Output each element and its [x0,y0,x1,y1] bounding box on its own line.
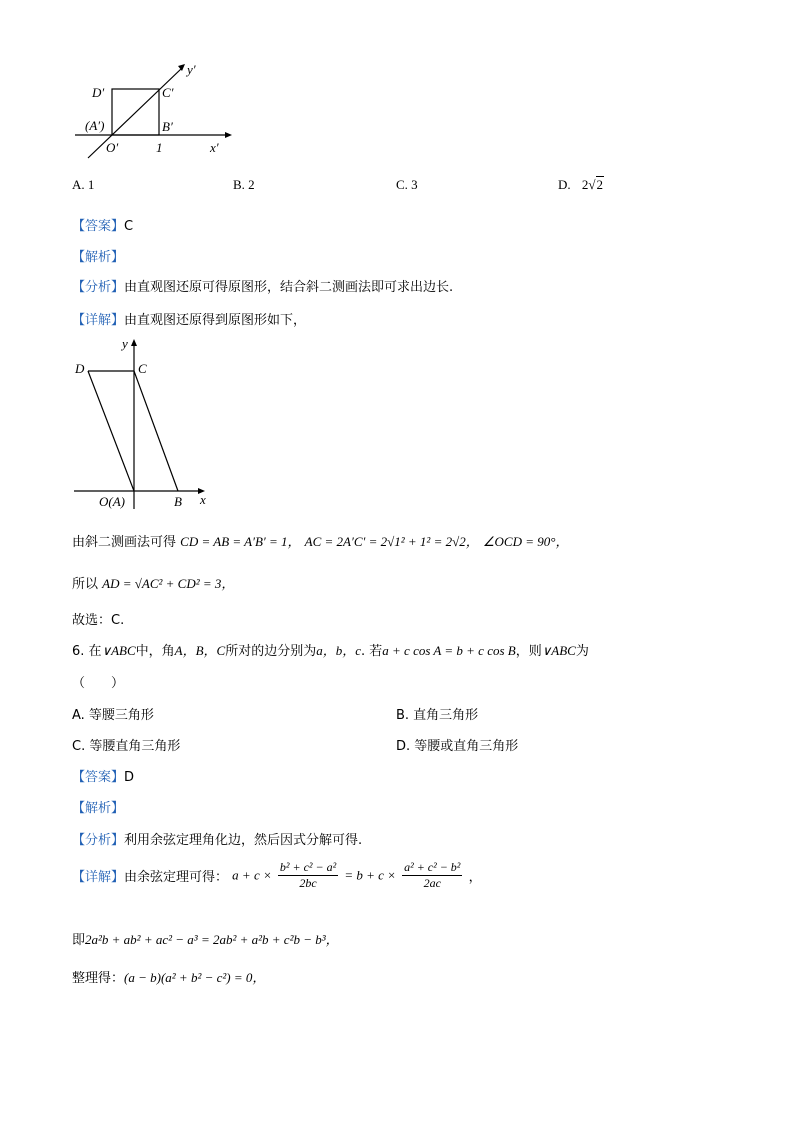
choice-c: C. 3 [396,177,418,192]
q6-fraction-1-numerator: b² + c² − a² [279,860,337,874]
q5-fenxi-tag: 【分析】 [72,280,125,295]
q6-answer-tag: 【答案】 [72,770,125,785]
q6-line-ji-prefix: 即 [72,933,86,948]
q5-conclusion: 故选：C. [72,613,125,628]
q6-fenxi: 利用余弦定理角化边，然后因式分解可得. [124,833,363,848]
original-figure [70,334,220,512]
q5-line1-eq2: AC = 2A′C′ = 2√1² + 1² = 2√2， [304,534,479,549]
q6-stem-4: . 若 [361,644,383,659]
q6-option-c: C. 等腰直角三角形 [72,739,181,754]
q6-xiangjie-line [72,860,482,891]
q6-fraction-2-numerator: a² + c² − b² [404,860,461,874]
choice-d-root: 2 [596,177,604,192]
q5-line1-eq3: ∠OCD = 90°， [482,534,569,549]
label-o-a: O(A) [99,494,125,509]
q6-stem-3: 所对的边分别为 [225,644,317,659]
q6-analysis-tag: 【解析】 [72,801,125,816]
q6-xiangjie-tag: 【详解】 [72,870,125,885]
q5-line1-eq1: CD = AB = A′B′ = 1， [180,534,301,549]
q6-eq-end: ， [468,870,482,885]
q6-eq-mid: = b + c × [344,867,396,883]
q6-blank: （ ） [72,676,125,691]
q6-eq-lhs: a + c × [232,867,272,883]
label-x-prime: x′ [210,140,219,155]
q6-answer-line [72,766,134,785]
choice-d-value: 2 [581,177,589,192]
q6-answer: D [124,770,135,785]
label-d: D [75,361,85,376]
q6-angles: A，B，C [174,643,226,658]
q5-answer-line [72,215,133,234]
q6-stem-1: 在 [88,644,102,659]
q6-stem [72,640,589,659]
q6-stem-2: 中，角 [135,644,175,659]
label-a-prime: (A′) [85,118,105,133]
label-c: C [138,361,147,376]
q5-fenxi: 由直观图还原可得原图形，结合斜二测画法即可求出边长. [124,280,454,295]
q6-stem-5: ，则 [515,644,542,659]
choice-a: A. 1 [72,177,95,192]
q6-fraction-2-denominator: 2ac [423,876,441,890]
q6-option-b: B. 直角三角形 [396,708,479,723]
q5-line1-prefix: 由斜二测画法可得 [72,535,177,550]
q6-line-zl-eq: (a − b)(a² + b² − c²) = 0， [124,970,266,985]
q6-option-a: A. 等腰三角形 [72,708,154,723]
q6-triangle-1: ∨ABC [101,643,136,658]
x-prime-arrow [225,132,232,138]
q5-xiangjie-tag: 【详解】 [72,313,125,328]
q5-line1 [72,531,568,550]
q6-line-zl-prefix: 整理得： [72,971,125,986]
q6-option-d: D. 等腰或直角三角形 [396,739,519,754]
q6-triangle-2: ∨ABC [541,643,576,658]
label-one: 1 [156,140,163,155]
q6-xiangjie: 由余弦定理可得： [124,870,229,885]
q6-number: 6. [72,644,85,659]
q6-fenxi-tag: 【分析】 [72,833,125,848]
segment-da [88,371,134,491]
choice-d-prefix: D. [558,177,571,192]
q5-fenxi-line [72,276,453,295]
q6-fraction-2 [402,860,462,891]
oblique-drawing-figure [70,60,240,160]
label-y-prime: y′ [187,62,196,77]
q6-fraction-1-denominator: 2bc [299,876,317,890]
q5-line2-eq: AD = √AC² + CD² = 3， [102,576,235,591]
label-x: x [200,492,206,507]
q5-answer-tag: 【答案】 [72,219,125,234]
y-arrow [131,339,137,346]
q6-stem-6: 为 [575,644,589,659]
q5-answer: C [124,219,134,234]
q6-sides: a，b，c [316,643,362,658]
q6-condition: a + c cos A = b + c cos B [382,643,516,658]
label-y: y [122,336,128,351]
choice-b: B. 2 [233,177,255,192]
label-b: B [174,494,182,509]
segment-cb [134,371,178,491]
label-o-prime: O′ [106,140,119,155]
label-d-prime: D′ [92,85,105,100]
choice-d: D. 2√2 [558,177,604,192]
q5-xiangjie-line [72,309,306,328]
q5-line2 [72,573,234,592]
q6-line-ji [72,929,339,948]
q5-analysis-tag: 【解析】 [72,250,125,265]
q5-xiangjie: 由直观图还原得到原图形如下， [124,313,307,328]
label-b-prime: B′ [162,119,173,134]
q6-fraction-1 [278,860,338,891]
label-c-prime: C′ [162,85,174,100]
q6-line-ji-eq: 2a²b + ab² + ac² − a³ = 2ab² + a²b + c²b − b³， [85,932,339,947]
q6-fenxi-line [72,829,362,848]
y-prime-arrow [178,64,185,71]
y-prime-axis [88,68,182,158]
q5-line2-prefix: 所以 [72,577,99,592]
q6-line-zl [72,967,265,986]
